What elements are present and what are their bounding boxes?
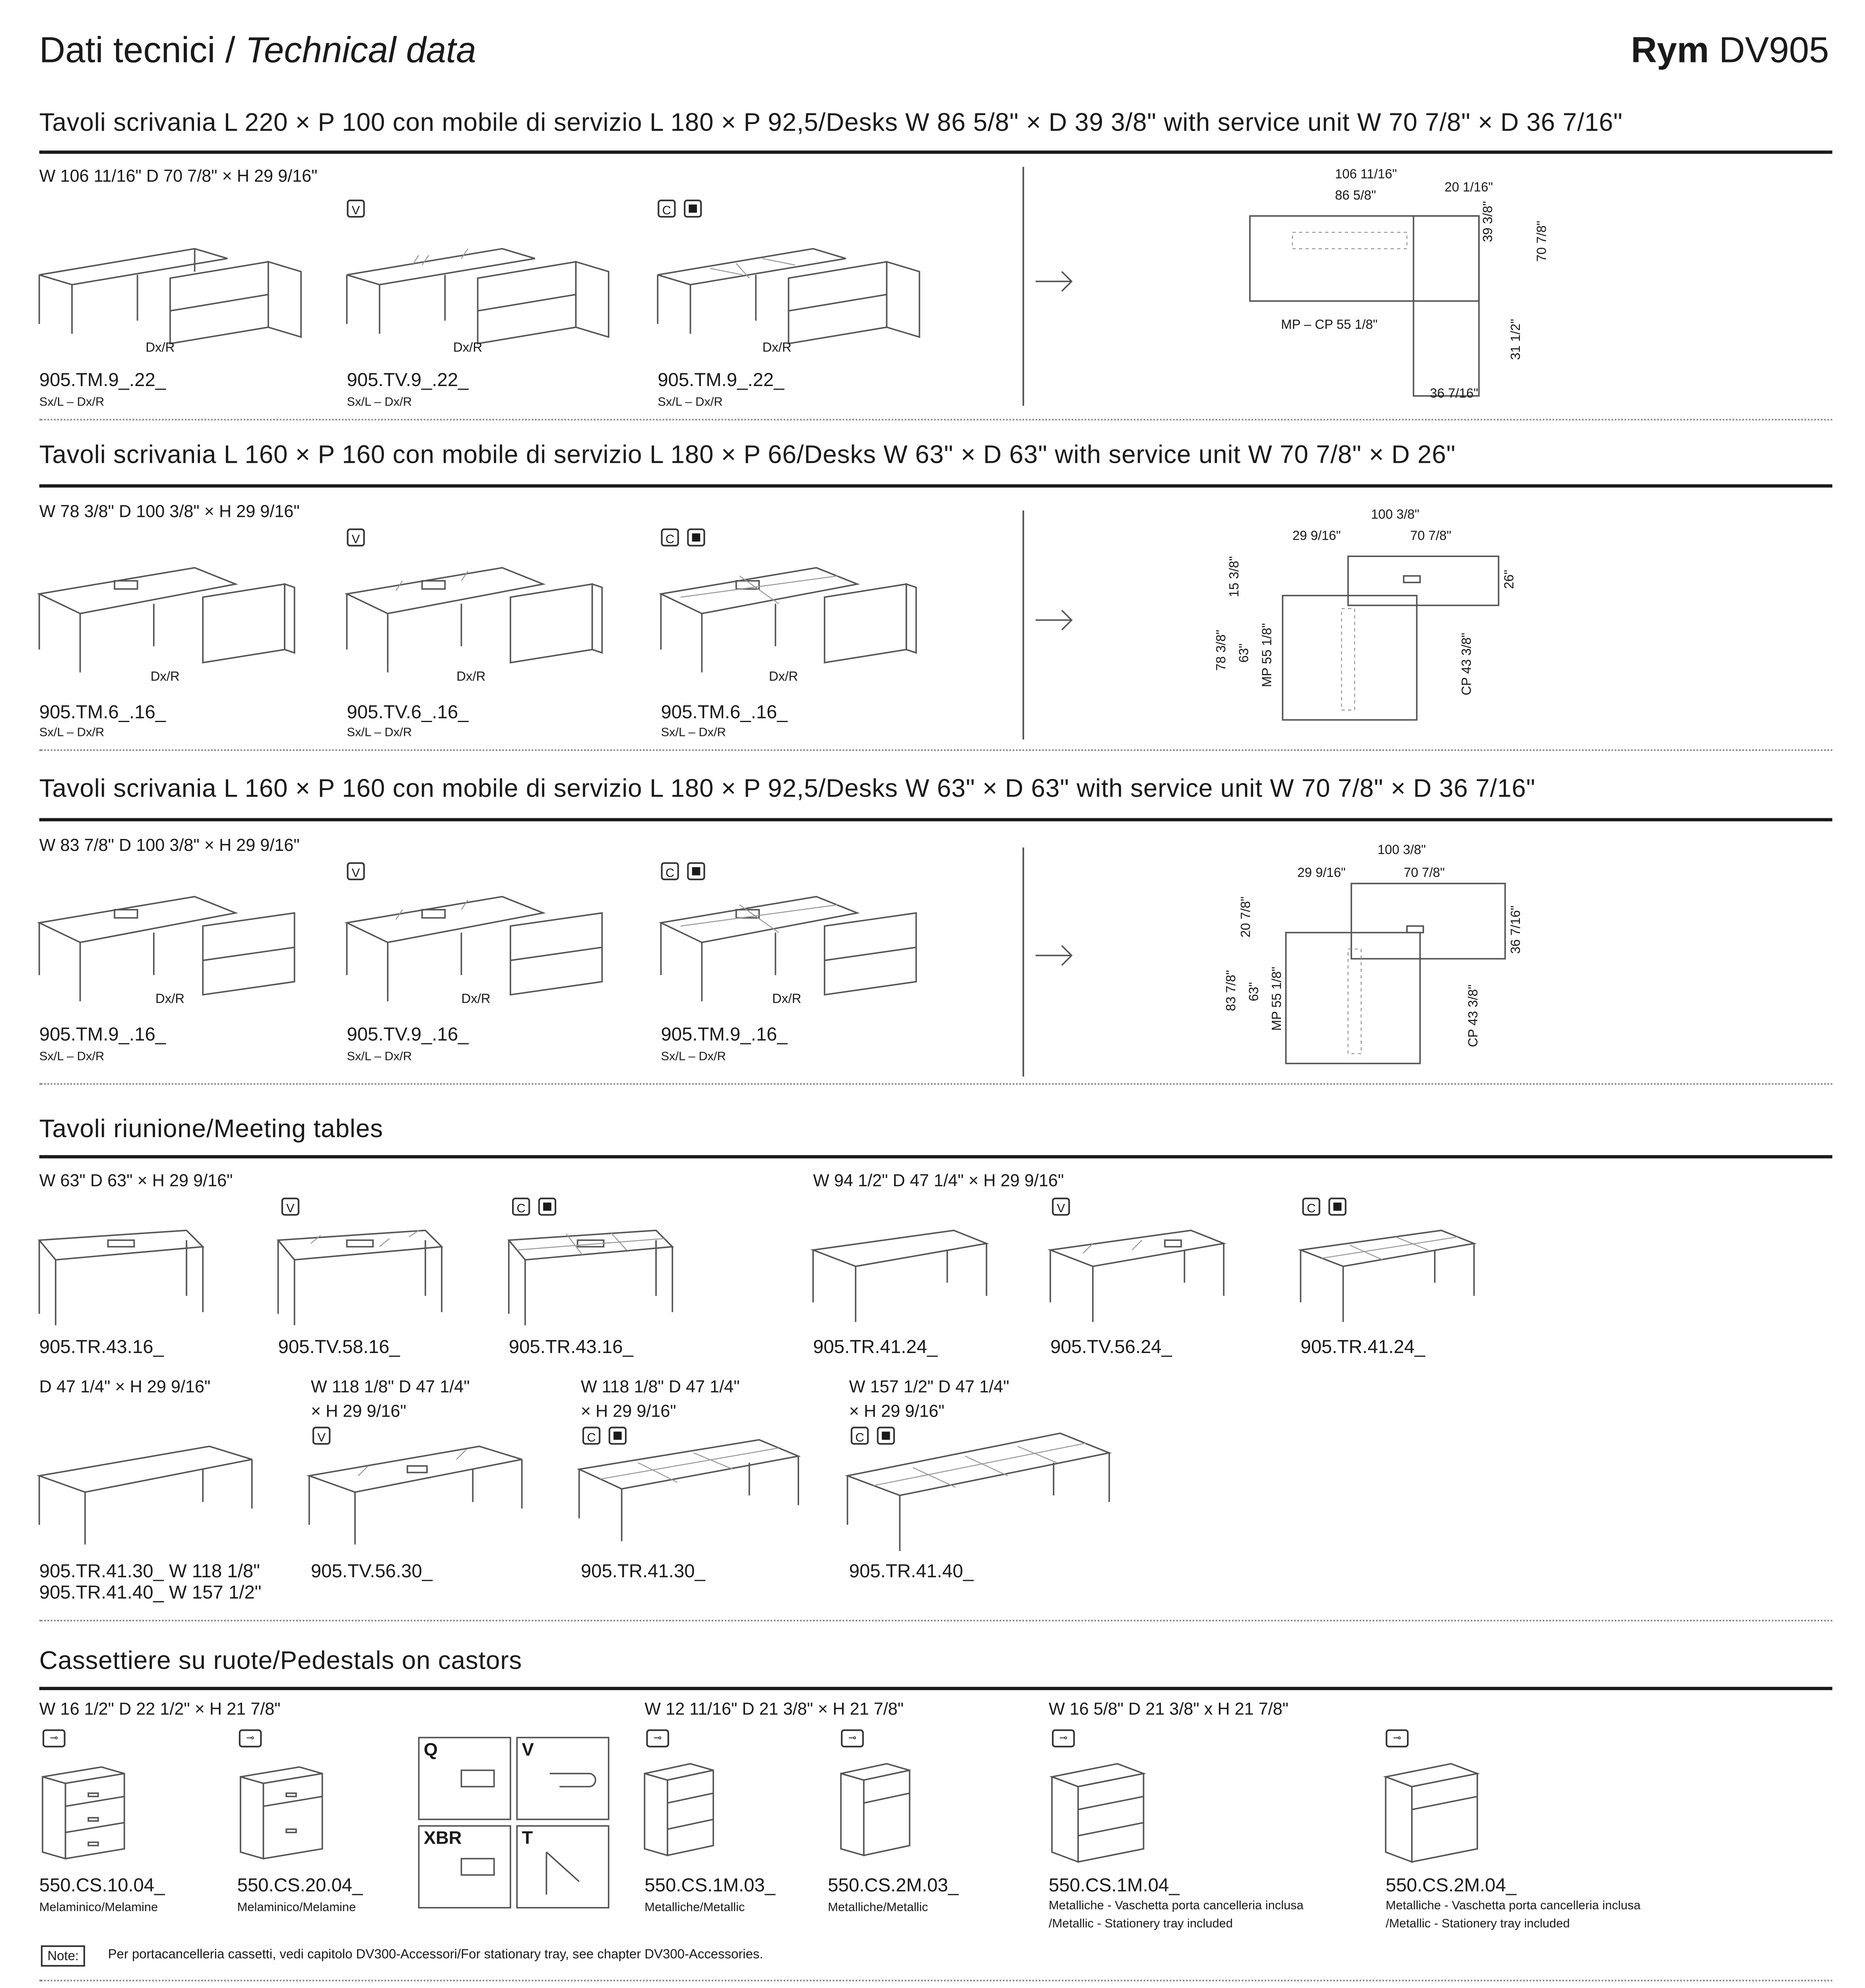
side-label: Dx/R [456,669,486,684]
arrow-right-icon [1036,270,1085,293]
section-rule [39,818,1832,821]
glass-badge: V [1052,1198,1070,1215]
side-label: Dx/R [155,991,185,1006]
article-code: 905.TR.41.30_ W 118 1/8" [39,1562,260,1582]
article-sub: Metalliche/Metallic [828,1899,928,1914]
badges [347,862,373,880]
leather-badge: C [512,1198,530,1215]
plan-dim: 63" [1246,982,1261,1002]
article-code: 905.TM.9_.16_ [661,1026,788,1046]
article-sub: Metalliche/Metallic [644,1899,745,1914]
divider [1023,167,1024,406]
badges [1386,1730,1417,1747]
plan-dim: CP 43 3/8" [1459,633,1474,695]
article-code: 905.TM.6_.16_ [39,703,166,723]
badges [658,200,710,217]
leather-badge: C [582,1427,600,1444]
article-sub: Sx/L – Dx/R [39,724,105,740]
divider [39,1620,1832,1621]
dims-pedestal-a: W 16 1/2" D 22 1/2" × H 21 7/8" [39,1700,281,1720]
badges [661,862,713,880]
dims-desks-2: W 78 3/8" D 100 3/8" × H 29 9/16" [39,502,300,522]
article-sub: Sx/L – Dx/R [347,1048,412,1064]
plan-dim: 39 3/8" [1481,201,1496,243]
article-code: 905.TV.6_.16_ [347,703,469,723]
article-sub: Melaminico/Melamine [237,1899,356,1914]
arrow-right-icon [1036,609,1085,632]
leather-badge: C [661,862,679,880]
leather-badge: C [1302,1198,1320,1215]
desk-drawing-leather [661,883,972,1014]
desk-drawing-glass [347,229,641,360]
article-sub: Sx/L – Dx/R [347,724,412,740]
article-sub: Sx/L – Dx/R [658,394,723,409]
dims-pedestal-c: W 16 5/8" D 21 3/8" x H 21 7/8" [1048,1700,1289,1720]
article-sub: Sx/L – Dx/R [661,1048,726,1064]
side-label: Dx/R [461,991,491,1006]
plan-dim: 36 7/16" [1508,905,1523,954]
section-title-meeting: Tavoli riunione/Meeting tables [39,1116,383,1144]
article-code: 905.TM.9_.16_ [39,1026,166,1046]
side-label: Dx/R [762,340,792,355]
badges [281,1198,308,1215]
article-code: 905.TR.41.40_ [849,1562,974,1582]
meeting-table-drawing-leather [579,1433,841,1556]
plan-dim: 106 11/16" [1335,167,1397,182]
article-code: 550.CS.10.04_ [39,1876,165,1897]
dims-meeting-d: W 118 1/8" D 47 1/4" [311,1377,470,1398]
plan-dim: 29 9/16" [1292,528,1341,544]
dims-meeting-d2: × H 29 9/16" [311,1402,406,1422]
desk-drawing [39,548,350,687]
pedestal-drawing-metal [1382,1757,1497,1872]
article-sub: /Metallic - Stationery tray included [1048,1916,1233,1931]
plan-dim: 20 7/8" [1238,896,1254,938]
article-sub: Sx/L – Dx/R [661,724,726,740]
desk-drawing-leather [658,229,952,360]
meeting-table-drawing-glass [309,1440,571,1554]
glass-badge: V [347,528,365,546]
not-in-stock-badge [1328,1198,1346,1215]
article-code: 550.CS.2M.04_ [1386,1876,1517,1897]
dims-desks-3: W 83 7/8" D 100 3/8" × H 29 9/16" [39,836,300,856]
handle-label: Q [423,1741,438,1761]
dims-pedestal-b: W 12 11/16" D 21 3/8" × H 21 7/8" [644,1700,904,1720]
brand-name: Rym [1631,29,1709,70]
lock-icon: ⊸ [646,1730,669,1747]
meeting-table-drawing-leather [848,1427,1142,1557]
article-code: 905.TR.43.16_ [508,1338,633,1358]
section-rule [39,484,1832,487]
meeting-table-drawing-glass [1050,1224,1263,1330]
meeting-table-drawing [813,1224,1026,1330]
handle-label: V [522,1741,534,1761]
side-label: Dx/R [150,669,180,684]
page-title [39,29,476,72]
article-sub: Sx/L – Dx/R [39,1048,105,1064]
plan-dim: 83 7/8" [1224,970,1239,1011]
article-code: 905.TM.9_.22_ [658,371,784,391]
article-code: 905.TR.41.30_ [580,1562,705,1582]
plan-dim: 63" [1236,643,1252,663]
glass-badge: V [347,862,365,880]
badges [43,1730,74,1747]
badges [1052,1198,1078,1215]
article-code: 550.CS.20.04_ [237,1876,363,1897]
title-it: Dati tecnici / [39,29,235,70]
not-in-stock-badge [687,528,705,546]
lock-icon: ⊸ [239,1730,262,1747]
handle-options-grid [419,1738,618,1908]
dims-meeting-e: W 118 1/8" D 47 1/4" [580,1377,740,1398]
desk-drawing [39,229,334,360]
article-sub: Metalliche - Vaschetta porta cancelleria inclusa [1048,1898,1304,1913]
section-title-desks-2: Tavoli scrivania L 160 × P 160 con mobile di servizio L 180 × P 66/Desks W 63" × D 63" with service unit W 70 7/8" × D 26" [39,442,1456,470]
pedestal-drawing-metal [838,1757,936,1866]
meeting-table-drawing-glass [278,1224,491,1330]
plan-dim: 100 3/8" [1377,843,1426,858]
article-sub: /Metallic - Stationery tray included [1386,1916,1570,1931]
desk-drawing-glass [347,883,658,1014]
glass-badge: V [312,1427,330,1444]
divider [39,749,1832,751]
meeting-table-drawing-leather [1300,1224,1513,1330]
side-label: Dx/R [769,669,798,684]
handle-label: XBR [423,1829,462,1849]
meeting-table-drawing [39,1224,252,1330]
floor-plan [1211,507,1538,736]
leather-badge: C [658,200,675,217]
article-code: 905.TV.56.30_ [311,1562,433,1582]
dims-meeting-b: W 94 1/2" D 47 1/4" × H 29 9/16" [813,1171,1064,1191]
section-rule [39,1687,1832,1690]
badges [512,1198,565,1215]
lock-icon: ⊸ [841,1730,864,1747]
divider [39,419,1832,420]
article-code: 905.TM.9_.22_ [39,371,166,391]
article-code: 905.TR.41.24_ [1300,1338,1425,1358]
divider [1023,848,1024,1077]
plan-dim: 29 9/16" [1297,865,1346,880]
badges [347,528,373,546]
plan-dim: MP – CP 55 1/8" [1281,317,1378,332]
side-label: Dx/R [146,340,175,355]
dims-meeting-e2: × H 29 9/16" [580,1402,676,1422]
article-sub: Melaminico/Melamine [39,1899,158,1914]
badges [347,200,373,217]
article-code: 905.TR.41.24_ [813,1338,938,1358]
plan-dim: 86 5/8" [1335,188,1376,203]
floor-plan [1243,163,1554,409]
meeting-table-drawing [39,1440,301,1554]
plan-dim: 100 3/8" [1371,507,1419,522]
plan-dim: 36 7/16" [1430,386,1479,401]
plan-dim: 15 3/8" [1227,556,1242,597]
section-rule [39,151,1832,154]
dims-desks-1: W 106 11/16" D 70 7/8" × H 29 9/16" [39,167,318,187]
pedestal-drawing-metal [641,1757,739,1866]
title-en: Technical data [245,29,476,70]
badges [841,1730,872,1747]
plan-dim: 70 7/8" [1403,865,1445,880]
plan-dim: MP 55 1/8" [1260,623,1275,687]
pedestal-drawing [237,1761,336,1869]
plan-dim: CP 43 3/8" [1466,984,1481,1047]
desk-drawing-leather [661,548,972,687]
glass-badge: V [347,200,365,217]
article-code: 905.TV.58.16_ [278,1338,400,1358]
desk-drawing [39,883,350,1014]
not-in-stock-badge [687,862,705,880]
plan-dim: 70 7/8" [1534,221,1549,262]
floor-plan [1211,841,1538,1078]
divider [39,1083,1832,1085]
leather-badge: C [661,528,679,546]
lock-icon: ⊸ [1386,1730,1409,1747]
section-rule [39,1155,1832,1158]
section-title-pedestals: Cassettiere su ruote/Pedestals on castors [39,1647,522,1675]
plan-dim: MP 55 1/8" [1269,967,1285,1031]
article-code: 905.TM.6_.16_ [661,703,788,723]
lock-icon: ⊸ [1052,1730,1075,1747]
plan-dim: 78 3/8" [1214,629,1229,671]
article-sub: Metalliche - Vaschetta porta cancelleria inclusa [1386,1898,1641,1913]
article-code: 550.CS.2M.03_ [828,1876,959,1897]
plan-dim: 70 7/8" [1410,528,1452,544]
badges [1052,1730,1083,1747]
lock-icon: ⊸ [43,1730,66,1747]
dims-meeting-c: D 47 1/4" × H 29 9/16" [39,1377,211,1398]
leather-badge: C [851,1427,869,1444]
section-title-desks-3: Tavoli scrivania L 160 × P 160 con mobile di servizio L 180 × P 92,5/Desks W 63" × D 63" with service unit W 70 7/8" × D 36 7/16" [39,775,1536,804]
badges [661,528,713,546]
badges [239,1730,270,1747]
meeting-table-drawing-leather [509,1224,722,1330]
dims-meeting-a: W 63" D 63" × H 29 9/16" [39,1171,233,1191]
pedestal-drawing [39,1761,138,1869]
article-code: 905.TR.41.40_ W 157 1/2" [39,1584,262,1604]
not-in-stock-badge [538,1198,556,1215]
arrow-right-icon [1036,944,1085,967]
divider [1023,511,1024,740]
article-code: 905.TV.9_.16_ [347,1026,469,1046]
article-sub: Sx/L – Dx/R [39,394,105,409]
side-label: Dx/R [772,991,802,1006]
note-text: Per portacancelleria cassetti, vedi capitolo DV300-Accessori/For stationary tray, see chapter DV300-Accessories. [108,1947,763,1962]
dims-meeting-f: W 157 1/2" D 47 1/4" [849,1377,1009,1398]
note-label: Note: [41,1945,85,1967]
plan-dim: 31 1/2" [1508,319,1523,360]
article-code: 550.CS.1M.03_ [644,1876,776,1897]
side-label: Dx/R [453,340,483,355]
brand-code: DV905 [1719,29,1829,70]
article-code: 905.TV.56.24_ [1050,1338,1172,1358]
divider [39,1980,1832,1981]
plan-dim: 20 1/16" [1444,180,1493,195]
glass-badge: V [281,1198,299,1215]
article-code: 550.CS.1M.04_ [1048,1876,1180,1897]
handle-label: T [522,1829,533,1849]
plan-dim: 26" [1502,570,1517,589]
article-code: 905.TV.9_.22_ [347,371,469,391]
not-in-stock-badge [684,200,702,217]
desk-drawing-glass [347,548,658,687]
pedestal-drawing-metal [1049,1757,1163,1872]
badges [646,1730,677,1747]
dims-meeting-f2: × H 29 9/16" [849,1402,945,1422]
badges [1302,1198,1355,1215]
article-code: 905.TR.43.16_ [39,1338,164,1358]
article-sub: Sx/L – Dx/R [347,394,412,409]
brand [1631,29,1829,72]
section-title-desks-1: Tavoli scrivania L 220 × P 100 con mobile di servizio L 180 × P 92,5/Desks W 86 5/8" × D 39 3/8" with service unit W 70 7/8" × D 36 7/16" [39,109,1623,138]
